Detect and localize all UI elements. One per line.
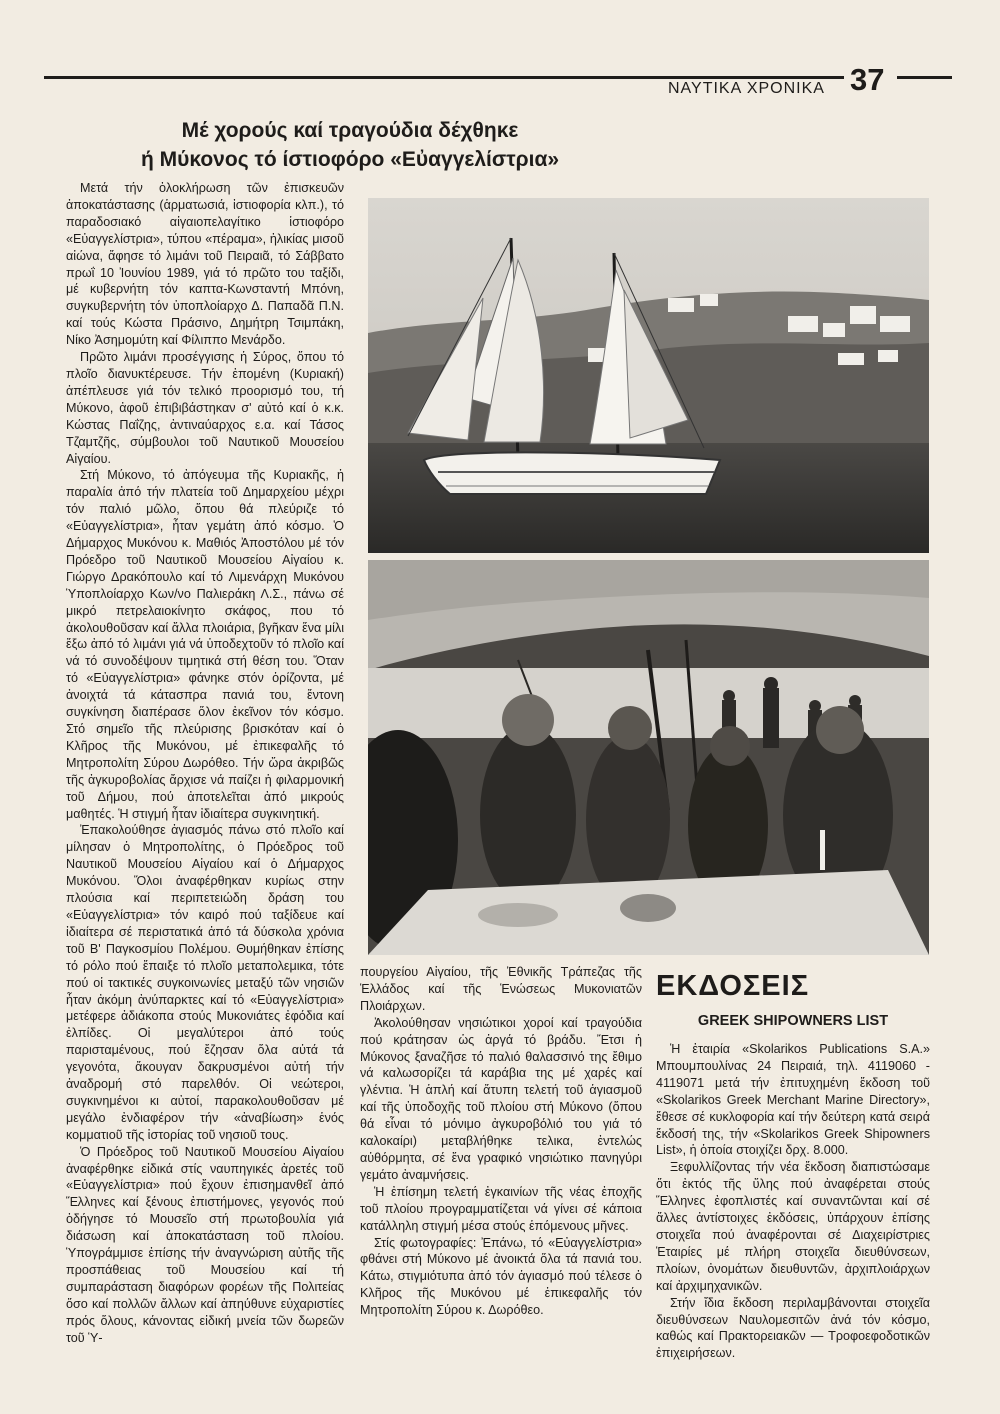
sailing-ship-photo [368,198,929,553]
article-column-1 [66,180,344,1347]
publications-column [656,1041,930,1362]
col2-paragraph: Ἀκολούθησαν νησιώτικοι χοροί καί τραγούδια πού κράτησαν ὡς ἀργά τό βράδυ. Ἔτσι ἡ Μύκονος ξαναζῆσε τό παλιό θαλασσινό της ἔθιμο νά καλωσορίζει τά καράβια της μέ χαρές καί γλέντια. Ἡ ἁπλή καί ἄτυπη τελετή τοῦ ἁγιασμοῦ καί τῆς ὑποδοχῆς τοῦ πλοίου στή Μύκονο (ὅπου θά εἶναι τό μόνιμο ἀγκυροβόλιό του γιά τό καλοκαίρι) μεταβλήθηκε τελικα, ἐντελώς αὐθόρμητα, σέ ἕνα γραφικό νησιώτικο πανηγύρι γεμάτο ἀναμνήσεις. [360,1015,642,1182]
col1-paragraph: Πρῶτο λιμάνι προσέγγισης ἡ Σύρος, ὅπου τό πλοῖο διανυκτέρευσε. Τήν ἑπομένη (Κυριακή) ἀπέπλευσε γιά τόν τελικό προορισμό του, τή Μύκονο, ἀφοῦ ἐπιβιβάστηκαν σ' αὐτό καί ὁ κ.κ. Κώστας Παΐζης, ἀντιναύαρχος ε.α. καί Τάσος Τζαμτζῆς, σύμβουλοι τοῦ Ναυτικοῦ Μουσείου Αἰγαίου. [66,350,344,466]
magazine-title: ΝΑΥΤΙΚΑ ΧΡΟΝΙΚΑ [668,80,825,97]
article-headline [130,116,570,174]
ceremony-illustration [368,560,929,955]
col3-paragraph: Ἡ ἑταιρία «Skolarikos Publications S.A.» Μπουμπουλίνας 24 Πειραιά, τηλ. 4119060 - 4119071 μετά τήν ἐπιτυχημένη ἔκδοση τοῦ «Skolarikos Greek Merchant Marine Directory», ἔθεσε σέ κυκλοφορία καί τήν δεύτερη κατά σειρά ἔκδοσή της, τήν «Skolarikos Greek Shipowners List», ἡ ὁποία στοιχίζει δρχ. 8.000. [656,1042,930,1158]
col1-paragraph: Ὁ Πρόεδρος τοῦ Ναυτικοῦ Μουσείου Αἰγαίου ἀναφέρθηκε εἰδικά στίς ναυπηγικές ἀρετές τοῦ «Εὐαγγελίστρια» πού ἔχουν ἐπισημανθεῖ ἀπό Ἕλληνες καί ξένους ἐπιστήμονες, γεγονός πού ὁδήγησε τό Μουσεῖο στή πρωτοβουλία γιά διάσωση καί ἀποκατάσταση τοῦ πλοίου. Ὑπογράμμισε ἐπίσης τήν ἀναγνώριση αὐτῆς τῆς προσπάθειας τοῦ Μουσείου καί τή συμπαράσταση διαφόρων φορέων τῆς Πολιτείας ὅσο καί πολλῶν ἄλλων καί ἀπηύθυνε εὐχαριστίες πρός ὅλους, κάνοντας εἰδική μνεία τῶν δωρεῶν τοῦ Ὑ- [66,1144,344,1345]
col3-paragraph: Ξεφυλλίζοντας τήν νέα ἔκδοση διαπιστώσαμε ὅτι ἐκτός τῆς ὕλης πού ἀναφέρεται στούς Ἕλληνες ἐφοπλιστές καί συναντῶνται καί σέ ἄλλες ἀντίστοιχες ἐκδόσεις, ὑπάρχουν ἐπίσης στοιχεῖα πού ἀναφέρονται σέ Διαχειρίστριες Ἑταιρίες μέ πλήρη στοιχεῖα διευθύνσεων, πλοίων, ὀνομάτων διευθυντῶν, ἀρχιπλοιάρχων καί ἀρχιμηχανικῶν. [656,1160,930,1293]
page-number: 37 [850,62,885,97]
col2-paragraph: Στίς φωτογραφίες: Ἐπάνω, τό «Εὐαγγελίστρια» φθάνει στή Μύκονο μέ ἀνοικτά ὅλα τά πανιά του. Κάτω, στιγμιότυπα ἀπό τόν ἁγιασμό πού τέλεσε ὁ Κλῆρος τῆς Μυκόνου μέ ἐπικεφαλῆς τόν Μητροπολίτη Σύρου κ. Δωρόθεο. [360,1235,642,1318]
sailing-ship-illustration [368,198,929,553]
col2-paragraph: Ἡ ἐπίσημη τελετή ἐγκαινίων τῆς νέας ἐποχῆς τοῦ πλοίου προγραμματίζεται νά γίνει σέ κάποια κατάλληλη στιγμή μέσα στούς ἑπόμενους μῆνες. [360,1184,642,1233]
col2-paragraph: πουργείου Αἰγαίου, τῆς Ἐθνικῆς Τράπεζας τῆς Ἑλλάδος καί τῆς Ἑνώσεως Μυκονιατῶν Πλοιάρχων. [360,965,642,1013]
section-title: ΕΚΔΟΣΕΙΣ [656,970,810,1002]
article-column-2 [360,964,642,1319]
header-rule-right [897,76,952,79]
section-subtitle: GREEK SHIPOWNERS LIST [697,1013,889,1029]
headline-line-1: Μέ χορούς καί τραγούδια δέχθηκε [181,119,519,142]
col1-paragraph: Ἐπακολούθησε ἁγιασμός πάνω στό πλοῖο καί μίλησαν ὁ Μητροπολίτης, ὁ Πρόεδρος τοῦ Ναυτικοῦ Μουσείου Αἰγαίου καί ὁ Δήμαρχος Μυκόνου. Ὅλοι ἀναφέρθηκαν κυρίως στην πλούσια καί περιπετειώδη δράση του «Εὐαγγελίστρια» τόν καιρό πού ταξίδευε καί ἰδιαίτερα σέ περιστατικά ἀπό τά δύσκολα χρόνια τοῦ Β' Παγκοσμίου Πολέμου. Θυμήθηκαν ἐπίσης τό ρόλο πού ἔπαιξε τό πλοῖο μεταπολεμικα, τότε πού οἱ τακτικές συγκοινωνίες μεταξύ τῶν νησιῶν ἦταν ἀκόμη ἀνύπαρκτες καί τό «Εὐαγγελίστρια» μετέφερε ἀδιάκοπα στούς Μυκονιάτες ἐφόδια καί ἐλπίδες. Οἱ μεγαλύτεροι ἀπό τούς παρισταμένους, πού ἔζησαν ὅλα αὐτά τά γεγονότα, ἄκουγαν δακρυσμένοι αὐτή τήν ἀναδρομή στό παρελθόν. Οἱ νεώτεροι, συγκινημένοι κι αὐτοί, παρακολουθοῦσαν μέ μεγάλο ἐνδιαφέρον τήν «ἀναβίωση» ἑνός κομματιοῦ τῆς ἱστορίας τοῦ νησιοῦ τους. [66,823,344,1142]
col1-paragraph: Στή Μύκονο, τό ἀπόγευμα τῆς Κυριακῆς, ἡ παραλία ἀπό τήν πλατεία τοῦ Δημαρχείου μέχρι τόν παλιό μῶλο, ὅπου θά πλεύριζε τό «Εὐαγγελίστρια», ἦταν γεμάτη ἀπό κόσμο. Ὁ Δήμαρχος Μυκόνου κ. Μαθιός Ἀποστόλου μέ τόν Πρόεδρο τοῦ Ναυτικοῦ Μουσείου Αἰγαίου κ. Γιώργο Δρακόπουλο καί τό Λιμενάρχη Μυκόνου Ὑποπλοίαρχο Κων/νο Παλιεράκη Λ.Σ., πάνω σέ μικρό πετρελαιοκίνητο σκάφος, που τό ἀκολουθοῦσαν καί ἄλλα πλοιάρια, βγῆκαν ἕνα μίλι ἔξω ἀπό τό λιμάνι γιά νά ὑποδεχτοῦν τό πλοῖο καί νά τό συνοδέψουν τιμητικά στή θέση του. Ὅταν τό «Εὐαγγελίστρια» φάνηκε στόν ὁρίζοντα, μέ ἀνοιχτά τά κάτασπρα πανιά του, ἔντονη συγκίνηση διαπέρασε ὅλον ἐκεῖνον τόν κόσμο. Στό σημεῖο τῆς πλεύρισης βρισκόταν καί ὁ Κλῆρος τῆς Μυκόνου, μέ ἐπικεφαλῆς τό Μητροπολίτη Σύρου Δωρόθεο. Τήν ὥρα ἀκριβῶς τῆς ἀγκυροβολίας ἄρχισε νά παίζει ἡ φιλαρμονική τοῦ Δήμου, πού ἀποτελεῖται ἀπό μικρούς μαθητές. Ἡ στιγμή ἦταν ἰδιαίτερα συγκινητική. [66,468,344,821]
headline-line-2: ή Μύκονος τό ίστιοφόρο «Εὐαγγελίστρια» [140,148,560,171]
col3-paragraph: Στήν ἴδια ἔκδοση περιλαμβάνονται στοιχεῖα διευθύνσεων Ναυλομεσιτῶν ἀνά τόν κόσμο, καθώς καί Πρακτορειακῶν — Τροφοεφοδοτικῶν ἐπιχειρήσεων. [656,1295,930,1361]
header-rule-left [44,76,844,79]
ceremony-photo [368,560,929,955]
col1-paragraph: Μετά τήν ὁλοκλήρωση τῶν ἐπισκευῶν ἀποκατάστασης (ἁρματωσιά, ἱστιοφορία κλπ.), τό παραδοσιακό αἰγαιοπελαγίτικο ἱστιοφόρο «Εὐαγγελίστρια», τύπου «πέραμα», ἡλικίας μισοῦ αἰώνα, ἄφησε τό λιμάνι τοῦ Πειραιᾶ, τό Σάββατο πρωΐ 10 Ἰουνίου 1989, γιά τό πρῶτο του ταξίδι, μέ κυβερνήτη τόν καπτα-Κωνσταντή Μπόνη, συγκυβερνήτη τόν ὑποπλοίαρχο Δ. Παπαδᾶ Π.Ν. καί τούς Κώστα Πράσινο, Δημήτρη Τσιμπάκη, Νίκο Ἀσημομύτη καί Φίλιππο Μενάρδο. [66,181,344,348]
